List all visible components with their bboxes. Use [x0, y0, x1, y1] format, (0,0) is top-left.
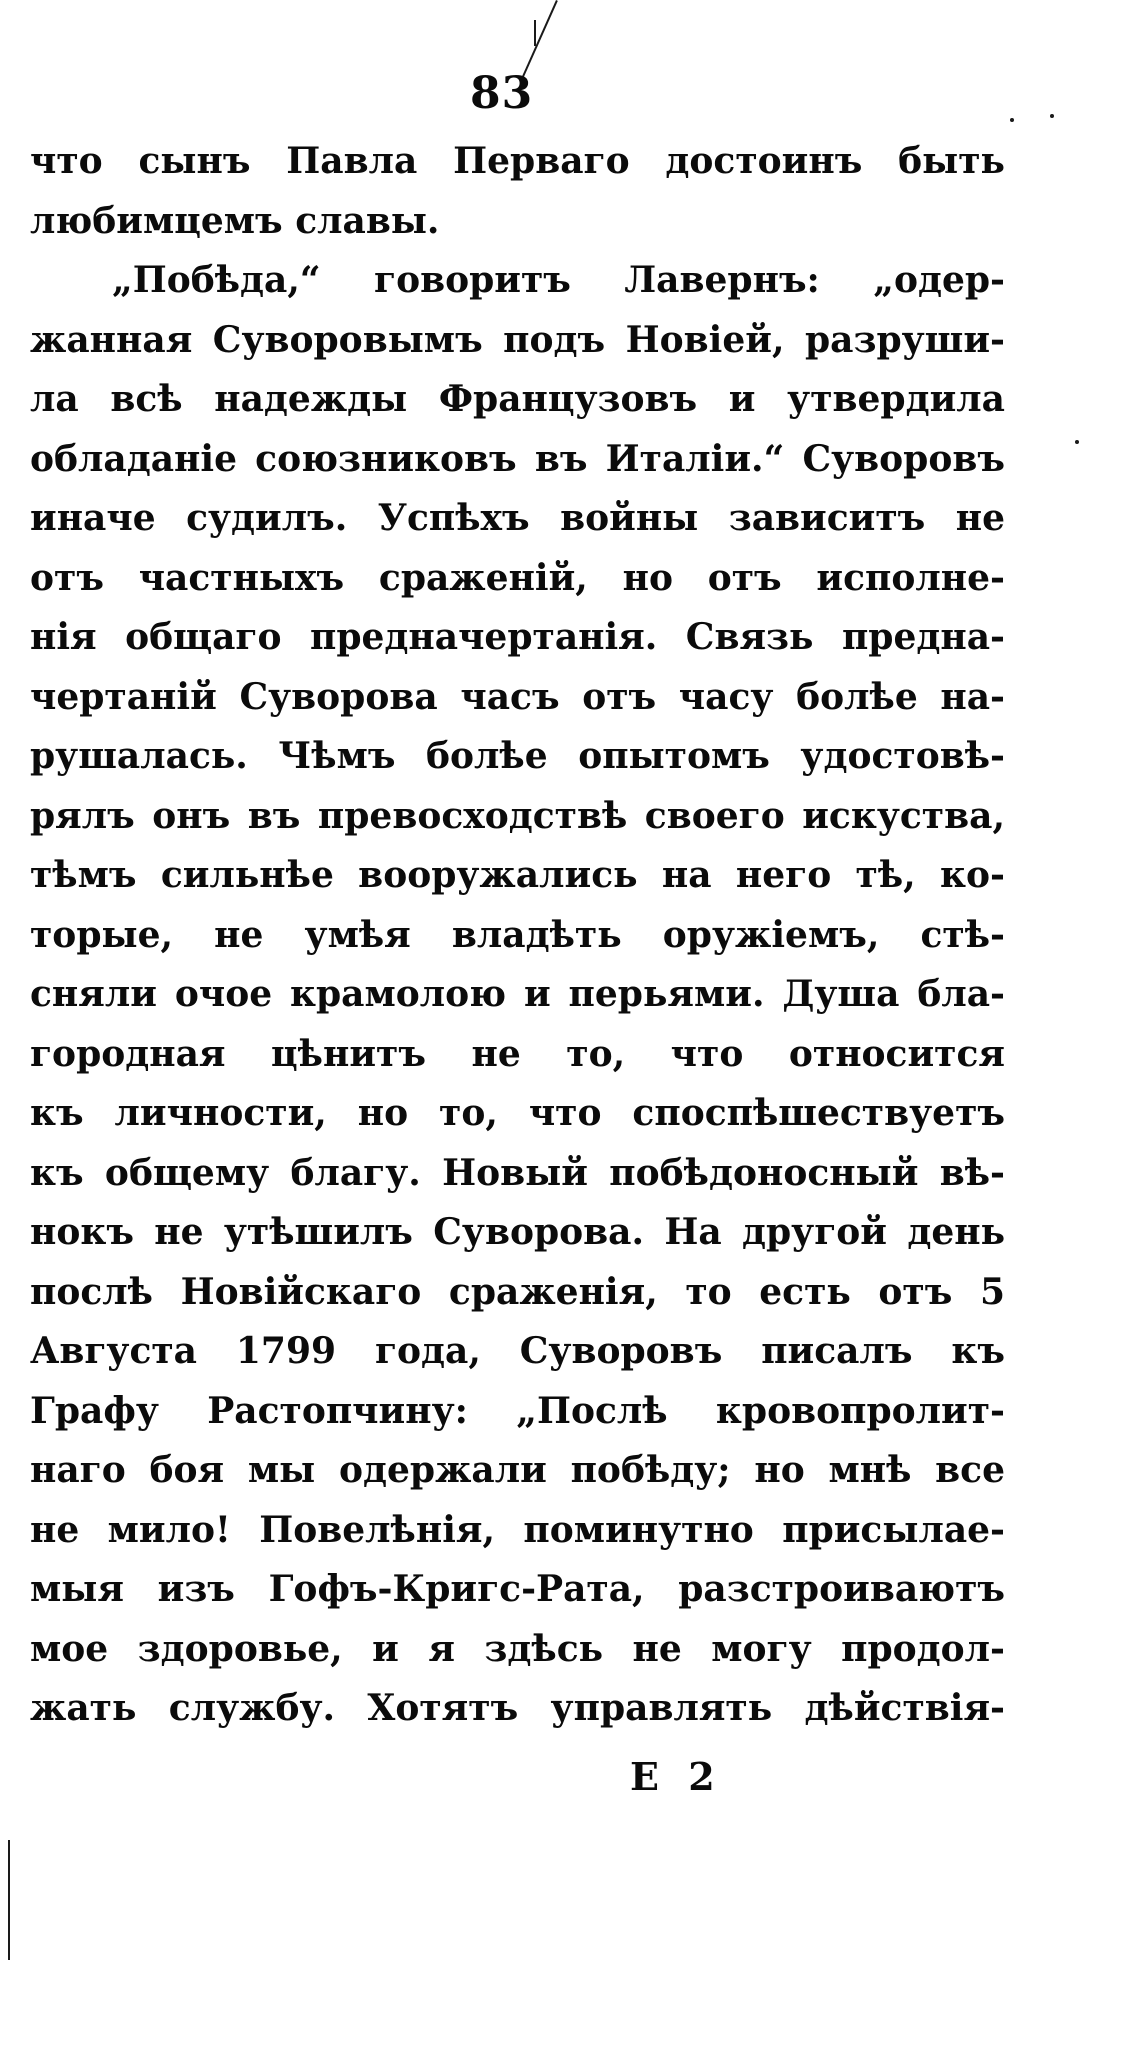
text-line: торые, не умѣя владѣть оружіемъ, стѣ-	[30, 913, 1005, 956]
text-line: къ общему благу. Новый побѣдоносный вѣ-	[30, 1151, 1005, 1194]
text-line: „Побѣда,“ говоритъ Лавернъ: „одер-	[112, 259, 1005, 301]
text-line: мыя изъ Гофъ-Кригс-Рата, разстроиваютъ	[30, 1568, 1005, 1610]
text-line: къ личности, но то, что споспѣшествуетъ	[30, 1092, 1005, 1134]
page-number: 83	[470, 68, 534, 119]
text-line: чертаній Суворова часъ отъ часу болѣе на-	[30, 675, 1005, 718]
text-line: Августа 1799 года, Суворовъ писалъ къ	[30, 1330, 1005, 1372]
text-line: городная цѣнитъ не то, что относится	[30, 1032, 1005, 1075]
text-line: Графу Растопчину: „Послѣ кровопролит-	[30, 1389, 1005, 1432]
text-line: сняли очое крамолою и перьями. Душа бла-	[30, 973, 1005, 1015]
text-line: жанная Суворовымъ подъ Новіей, разруши-	[30, 318, 1005, 361]
body-text	[30, 132, 1005, 1739]
speck-mark	[1075, 440, 1079, 444]
speck-mark	[1010, 118, 1014, 122]
text-line: послѣ Новійскаго сраженія, то есть отъ 5	[30, 1270, 1005, 1313]
text-line: ла всѣ надежды Французовъ и утвердила	[30, 378, 1005, 420]
tick-mark	[534, 20, 536, 46]
text-line: мое здоровье, и я здѣсь не могу продол-	[30, 1627, 1005, 1670]
text-line: нія общаго предначертанія. Связь предна-	[30, 616, 1005, 658]
speck-mark	[1050, 114, 1054, 118]
text-line: нокъ не утѣшилъ Суворова. На другой день	[30, 1211, 1005, 1253]
text-line: наго боя мы одержали побѣду; но мнѣ все	[30, 1449, 1005, 1491]
printer-signature: E 2	[630, 1754, 723, 1799]
scan-edge-line	[8, 1840, 10, 1960]
text-line: тѣмъ сильнѣе вооружались на него тѣ, ко-	[30, 854, 1005, 896]
text-line: иначе судилъ. Успѣхъ войны зависитъ не	[30, 497, 1005, 539]
text-line: обладаніе союзниковъ въ Италіи.“ Суворовъ	[30, 437, 1005, 480]
text-line: рушалась. Чѣмъ болѣе опытомъ удостовѣ-	[30, 735, 1005, 777]
text-line: не мило! Повелѣнія, поминутно присылае-	[30, 1508, 1005, 1551]
text-line: любимцемъ славы.	[30, 199, 440, 242]
text-line: отъ частныхъ сраженій, но отъ исполне-	[30, 556, 1005, 599]
text-line: рялъ онъ въ превосходствѣ своего искуства,	[30, 794, 1005, 837]
text-line: жать службу. Хотятъ управлять дѣйствія-	[30, 1687, 1005, 1729]
text-line: что сынъ Павла Перваго достоинъ быть	[30, 140, 1005, 182]
